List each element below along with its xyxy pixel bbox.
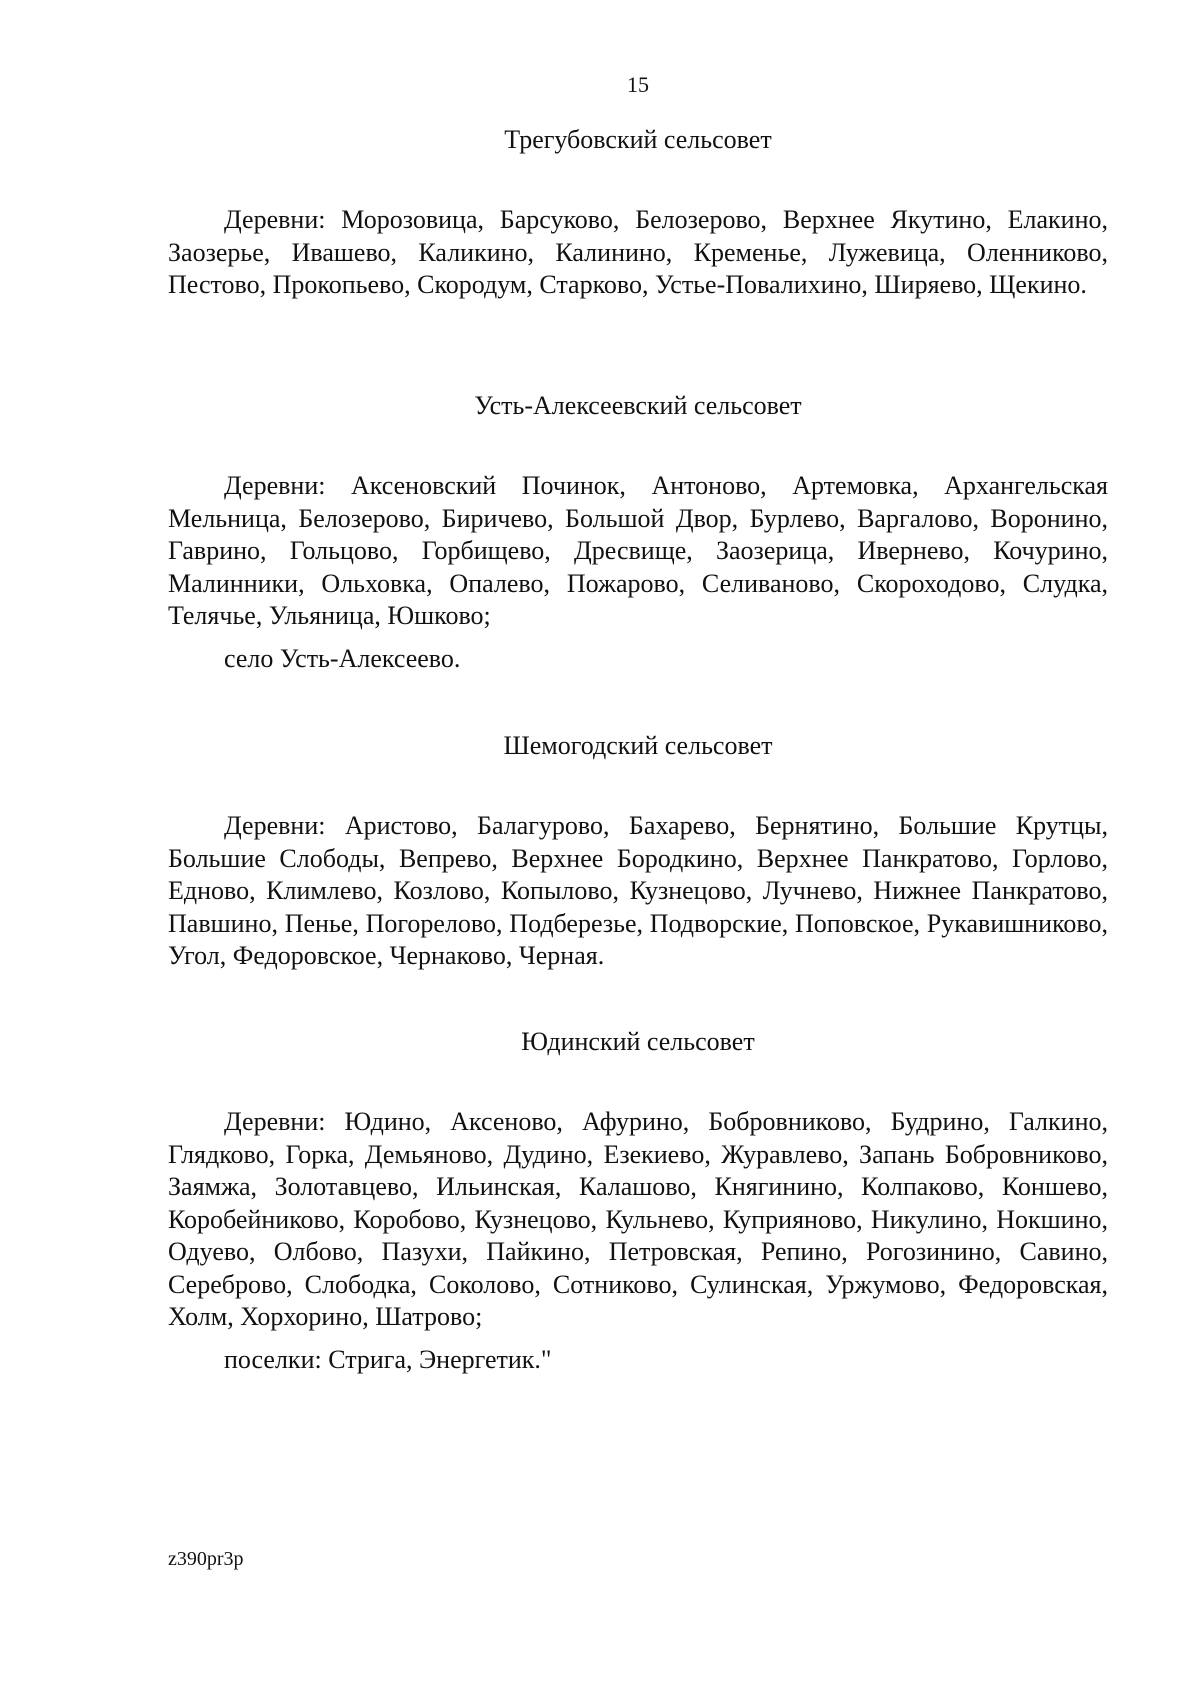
document-code: z390pr3p xyxy=(168,1548,244,1570)
section-paragraph: Деревни: Аристово, Балагурово, Бахарево, Бернятино, Большие Крутцы, Большие Слободы, Вепрево, Верхнее Бородкино, Верхнее Панкратово, Горлово, Едново, Климлево, Козлово, Копылово, Кузнецово, Лучнево, Нижнее Панкратово, Павшино, Пенье, Погорелово, Подберезье, Подворские, Поповское, Рукавишниково, Угол, Федоровское, Чернаково, Черная. xyxy=(168,811,1108,970)
section-title: Шемогодский сельсовет xyxy=(503,731,773,760)
section-extra-line: поселки: Стрига, Энергетик." xyxy=(224,1344,552,1374)
section-paragraph: Деревни: Юдино, Аксеново, Афурино, Бобровниково, Будрино, Галкино, Глядково, Горка, Демьяново, Дудино, Езекиево, Журавлево, Запань Бобровниково, Заямжа, Золотавцево, Ильинская, Калашово, Княгинино, Колпаково, Коншево, Коробейниково, Коробово, Кузнецово, Кульнево, Куприяново, Никулино, Нокшино, Одуево, Олбово, Пазухи, Пайкино, Петровская, Репино, Рогозинино, Савино, Сереброво, Слободка, Соколово, Сотниково, Сулинская, Уржумово, Федоровская, Холм, Хорхорино, Шатрово; xyxy=(168,1107,1108,1331)
section-ust-alekseevsky xyxy=(168,390,1108,675)
page-number: 15 xyxy=(627,72,649,97)
section-tregubovsky xyxy=(168,124,1108,302)
section-title: Трегубовский сельсовет xyxy=(504,125,772,154)
section-extra-line: село Усть-Алексеево. xyxy=(224,643,461,673)
section-paragraph: Деревни: Аксеновский Починок, Антоново, Артемовка, Архангельская Мельница, Белозерово, Биричево, Большой Двор, Бурлево, Варгалово, Воронино, Гаврино, Гольцово, Горбищево, Дресвище, Заозерица, Ивернево, Кочурино, Малинники, Ольховка, Опалево, Пожарово, Селиваново, Скороходово, Слудка, Телячье, Ульяница, Юшково; xyxy=(168,471,1108,630)
section-paragraph: Деревни: Морозовица, Барсуково, Белозерово, Верхнее Якутино, Елакино, Заозерье, Ивашево, Каликино, Калинино, Кременье, Лужевица, Оленниково, Пестово, Прокопьево, Скородум, Старково, Устье-Повалихино, Ширяево, Щекино. xyxy=(168,205,1108,299)
section-yudinsky xyxy=(168,1026,1108,1376)
section-title: Усть-Алексеевский сельсовет xyxy=(474,391,802,420)
section-shemogodsky xyxy=(168,730,1108,973)
section-title: Юдинский сельсовет xyxy=(521,1027,755,1056)
